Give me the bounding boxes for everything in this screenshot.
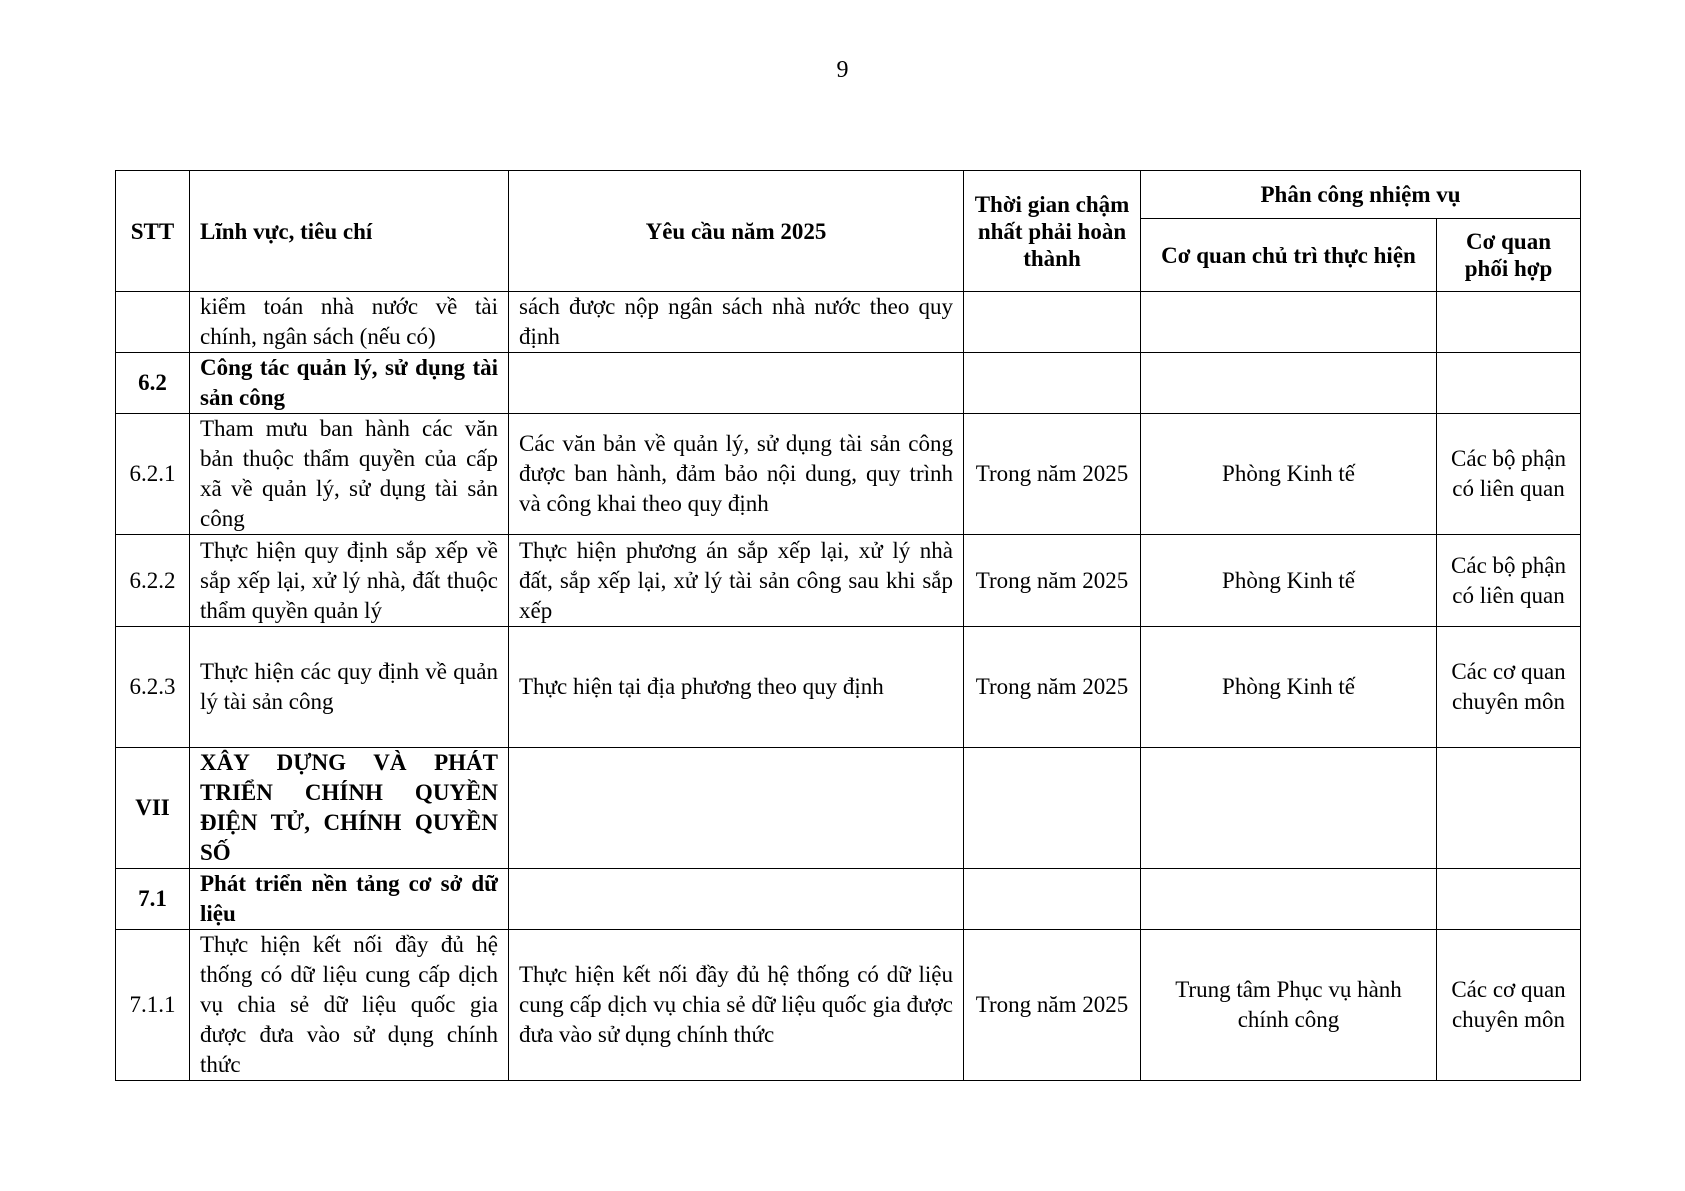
- row-criteria: XÂY DỰNG VÀ PHÁT TRIỂN CHÍNH QUYỀN ĐIỆN TỬ, CHÍNH QUYỀN SỐ: [190, 748, 509, 869]
- row-stt: [116, 292, 190, 353]
- header-criteria: Lĩnh vực, tiêu chí: [190, 171, 509, 292]
- row-requirement: Thực hiện kết nối đầy đủ hệ thống có dữ liệu cung cấp dịch vụ chia sẻ dữ liệu quốc gia được đưa vào sử dụng chính thức: [509, 930, 964, 1081]
- page-number: 9: [836, 57, 849, 83]
- row-deadline: [964, 869, 1141, 930]
- row-requirement: [509, 748, 964, 869]
- row-deadline: Trong năm 2025: [964, 414, 1141, 535]
- row-deadline: Trong năm 2025: [964, 535, 1141, 627]
- table-row: [116, 627, 1581, 748]
- row-lead-agency: Trung tâm Phục vụ hành chính công: [1141, 930, 1437, 1081]
- header-requirement: Yêu cầu năm 2025: [509, 171, 964, 292]
- row-lead-agency: Phòng Kinh tế: [1141, 535, 1437, 627]
- row-lead-agency: [1141, 292, 1437, 353]
- row-lead-agency: Phòng Kinh tế: [1141, 414, 1437, 535]
- row-coordinating-agency: Các cơ quan chuyên môn: [1437, 930, 1581, 1081]
- row-deadline: [964, 353, 1141, 414]
- row-criteria: Phát triển nền tảng cơ sở dữ liệu: [190, 869, 509, 930]
- table-row: [116, 414, 1581, 535]
- row-criteria: Thực hiện các quy định về quản lý tài sản công: [190, 627, 509, 748]
- header-deadline: Thời gian chậm nhất phải hoàn thành: [964, 171, 1141, 292]
- row-coordinating-agency: [1437, 869, 1581, 930]
- row-lead-agency: Phòng Kinh tế: [1141, 627, 1437, 748]
- table-header: [116, 171, 1581, 292]
- row-deadline: Trong năm 2025: [964, 627, 1141, 748]
- row-stt: 6.2.3: [116, 627, 190, 748]
- table-row: [116, 292, 1581, 353]
- row-criteria: Công tác quản lý, sử dụng tài sản công: [190, 353, 509, 414]
- row-criteria: Thực hiện kết nối đầy đủ hệ thống có dữ liệu cung cấp dịch vụ chia sẻ dữ liệu quốc gia được đưa vào sử dụng chính thức: [190, 930, 509, 1081]
- row-criteria: kiểm toán nhà nước về tài chính, ngân sách (nếu có): [190, 292, 509, 353]
- row-stt: VII: [116, 748, 190, 869]
- row-coordinating-agency: [1437, 292, 1581, 353]
- table-row: [116, 535, 1581, 627]
- row-stt: 6.2: [116, 353, 190, 414]
- row-stt: 7.1: [116, 869, 190, 930]
- header-stt: STT: [116, 171, 190, 292]
- table-row: [116, 930, 1581, 1081]
- row-requirement: sách được nộp ngân sách nhà nước theo quy định: [509, 292, 964, 353]
- row-criteria: Tham mưu ban hành các văn bản thuộc thẩm quyền của cấp xã về quản lý, sử dụng tài sản công: [190, 414, 509, 535]
- row-stt: 6.2.1: [116, 414, 190, 535]
- row-deadline: [964, 748, 1141, 869]
- row-requirement: [509, 353, 964, 414]
- header-assignment: Phân công nhiệm vụ: [1141, 171, 1581, 219]
- row-stt: 7.1.1: [116, 930, 190, 1081]
- row-criteria: Thực hiện quy định sắp xếp về sắp xếp lại, xử lý nhà, đất thuộc thẩm quyền quản lý: [190, 535, 509, 627]
- row-deadline: Trong năm 2025: [964, 930, 1141, 1081]
- row-deadline: [964, 292, 1141, 353]
- row-lead-agency: [1141, 748, 1437, 869]
- row-requirement: Các văn bản về quản lý, sử dụng tài sản công được ban hành, đảm bảo nội dung, quy trình và công khai theo quy định: [509, 414, 964, 535]
- row-coordinating-agency: Các cơ quan chuyên môn: [1437, 627, 1581, 748]
- row-lead-agency: [1141, 353, 1437, 414]
- row-coordinating-agency: Các bộ phận có liên quan: [1437, 535, 1581, 627]
- task-assignment-table: [115, 170, 1581, 1081]
- row-coordinating-agency: [1437, 748, 1581, 869]
- row-coordinating-agency: [1437, 353, 1581, 414]
- header-coordinating-agency: Cơ quan phối hợp: [1437, 219, 1581, 292]
- row-coordinating-agency: Các bộ phận có liên quan: [1437, 414, 1581, 535]
- header-lead-agency: Cơ quan chủ trì thực hiện: [1141, 219, 1437, 292]
- row-requirement: Thực hiện phương án sắp xếp lại, xử lý nhà đất, sắp xếp lại, xử lý tài sản công sau khi sắp xếp: [509, 535, 964, 627]
- table-row: [116, 869, 1581, 930]
- table-row: [116, 748, 1581, 869]
- row-lead-agency: [1141, 869, 1437, 930]
- row-requirement: [509, 869, 964, 930]
- row-requirement: Thực hiện tại địa phương theo quy định: [509, 627, 964, 748]
- row-stt: 6.2.2: [116, 535, 190, 627]
- table-row: [116, 353, 1581, 414]
